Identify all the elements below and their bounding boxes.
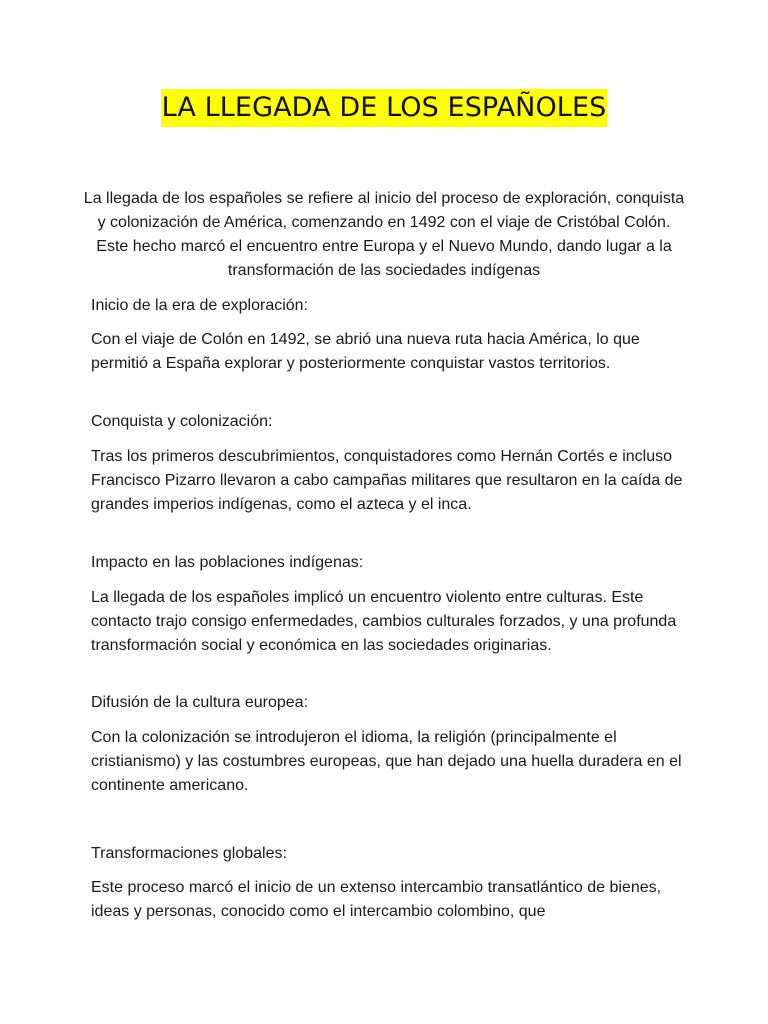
section-heading-global-transformations: Transformaciones globales:: [91, 845, 287, 862]
section-text-exploration: Con el viaje de Colón en 1492, se abrió una nueva ruta hacia América, lo que permitió a España explorar y posteriormente conquistar vastos territorios.: [91, 331, 640, 372]
section-text-european-culture: Con la colonización se introdujeron el idioma, la religión (principalmente el cristianismo) y las costumbres europeas, que han dejado una huella duradera en el continente americano.: [91, 729, 682, 794]
section-text-conquest: Tras los primeros descubrimientos, conquistadores como Hernán Cortés e incluso Francisco Pizarro llevaron a cabo campañas militares que resultaron en la caída de grandes imperios indígenas, como el azteca y el inca.: [91, 448, 683, 513]
section-heading-conquest: Conquista y colonización:: [91, 413, 273, 430]
section-text-global-transformations: Este proceso marcó el inicio de un extenso intercambio transatlántico de bienes, ideas y personas, conocido como el intercambio colombino, que: [91, 879, 662, 920]
section-text-indigenous-impact: La llegada de los españoles implicó un encuentro violento entre culturas. Este contacto trajo consigo enfermedades, cambios culturales forzados, y una profunda transformación social y económica en las sociedades originarias.: [91, 589, 677, 654]
intro-paragraph: La llegada de los españoles se refiere al inicio del proceso de exploración, conquista y colonización de América, comenzando en 1492 con el viaje de Cristóbal Colón. Este hecho marcó el encuentro entre Europa y el Nuevo Mundo, dando lugar a la transformación de las sociedades indígenas: [83, 190, 685, 279]
section-heading-exploration: Inicio de la era de exploración:: [91, 297, 309, 314]
title-container: [0, 89, 768, 127]
section-heading-european-culture: Difusión de la cultura europea:: [91, 694, 309, 711]
document-title: LA LLEGADA DE LOS ESPAÑOLES: [161, 89, 608, 127]
section-heading-indigenous-impact: Impacto en las poblaciones indígenas:: [91, 554, 364, 571]
